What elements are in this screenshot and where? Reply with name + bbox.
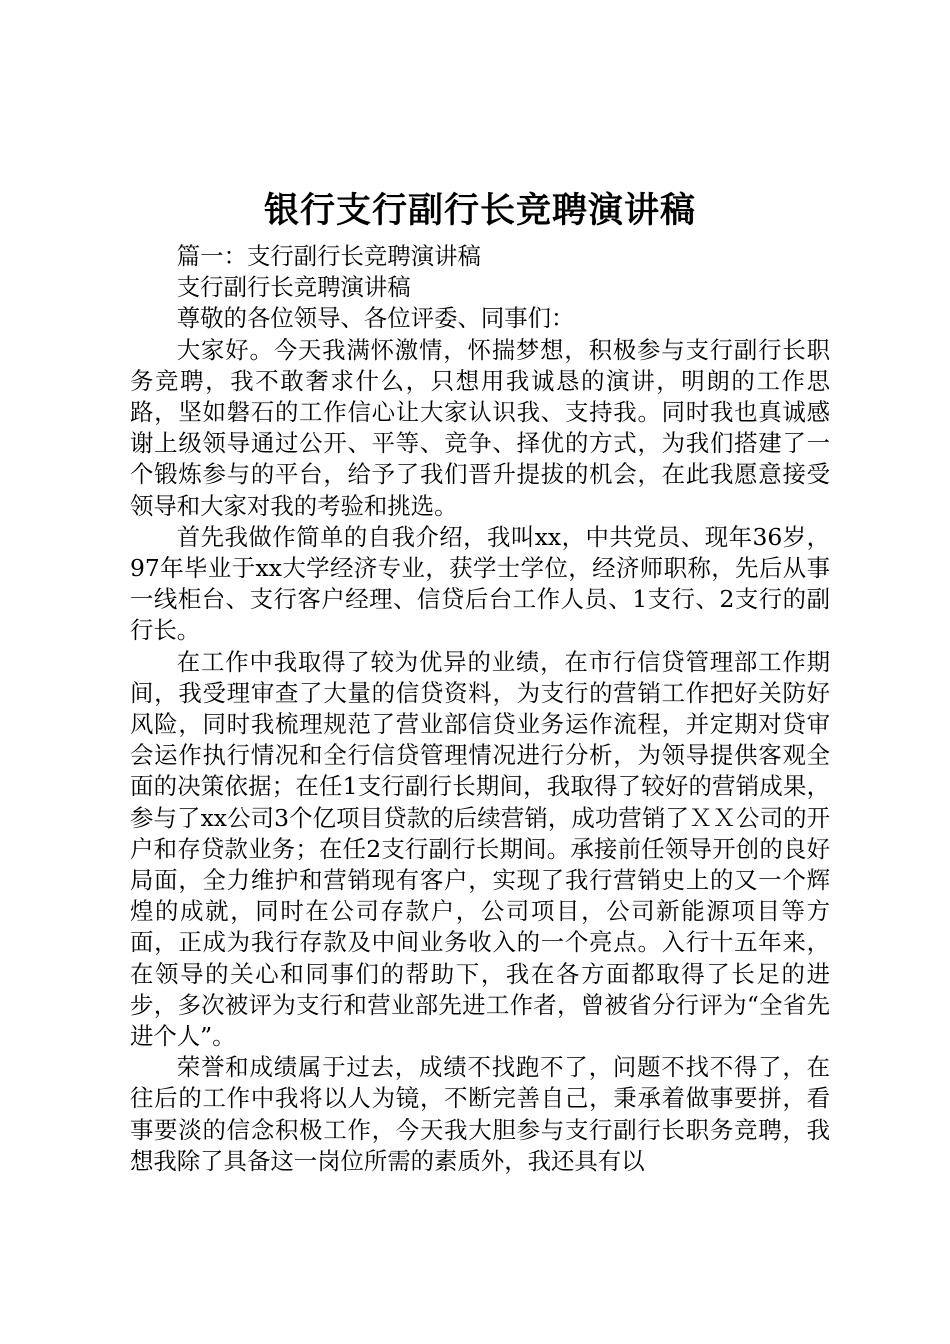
paragraph-salutation: 尊敬的各位领导、各位评委、同事们： — [176, 304, 575, 333]
paragraph-section-heading: 篇一：支行副行长竞聘演讲稿 — [176, 242, 481, 270]
paragraph-subtitle: 支行副行长竞聘演讲稿 — [176, 273, 411, 302]
paragraph-achievements: 在工作中我取得了较为优异的业绩，在市行信贷管理部工作期间，我受理审查了大量的信贷资料，为支行的营销工作把好关防好风险，同时我梳理规范了营业部信贷业务运作流程，并定期对贷审会运作执行情况和全行信贷管理情况进行分析，为领导提供客观全面的决策依据；在任1支行副行长期间，我取得了较好的营销成果，参与了xx公司3个亿项目贷款的后续营销，成功营销了ＸＸ公司的开户和存贷款业务；在任2支行副行长期间。承接前任领导开创的良好局面，全力维护和营销现有客户，实现了我行营销史上的又一个辉煌的成就，同时在公司存款户，公司项目，公司新能源项目等方面，正成为我行存款及中间业务收入的一个亮点。入行十五年来，在领导的关心和同事们的帮助下，我在各方面都取得了长足的进步，多次被评为支行和营业部先进工作者，曾被省分行评为“全省先进个人”。 — [130, 647, 830, 1051]
paragraph-greeting: 大家好。今天我满怀激情，怀揣梦想，积极参与支行副行长职务竞聘，我不敢奢求什么，只想用我诚恳的演讲，明朗的工作思路，坚如磐石的工作信心让大家认识我、支持我。同时我也真诚感谢上级领导通过公开、平等、竞争、择优的方式，为我们搭建了一个锻炼参与的平台，给予了我们晋升提拔的机会，在此我愿意接受领导和大家对我的考验和挑选。 — [130, 335, 830, 520]
document-title: 银行支行副行长竞聘演讲稿 — [263, 190, 696, 231]
paragraph-outlook: 荣誉和成绩属于过去，成绩不找跑不了，问题不找不得了，在往后的工作中我将以人为镜，不断完善自己，秉承着做事要拼，看事要淡的信念积极工作，今天我大胆参与支行副行长职务竞聘，我想我除了具备这一岗位所需的素质外，我还具有以 — [130, 1053, 830, 1175]
document-page — [130, 183, 830, 1177]
paragraph-self-introduction: 首先我做作简单的自我介绍，我叫xx，中共党员、现年36岁，97年毕业于xx大学经济专业，获学士学位，经济师职称，先后从事一线柜台、支行客户经理、信贷后台工作人员、1支行、2支行的副行长。 — [130, 522, 830, 645]
